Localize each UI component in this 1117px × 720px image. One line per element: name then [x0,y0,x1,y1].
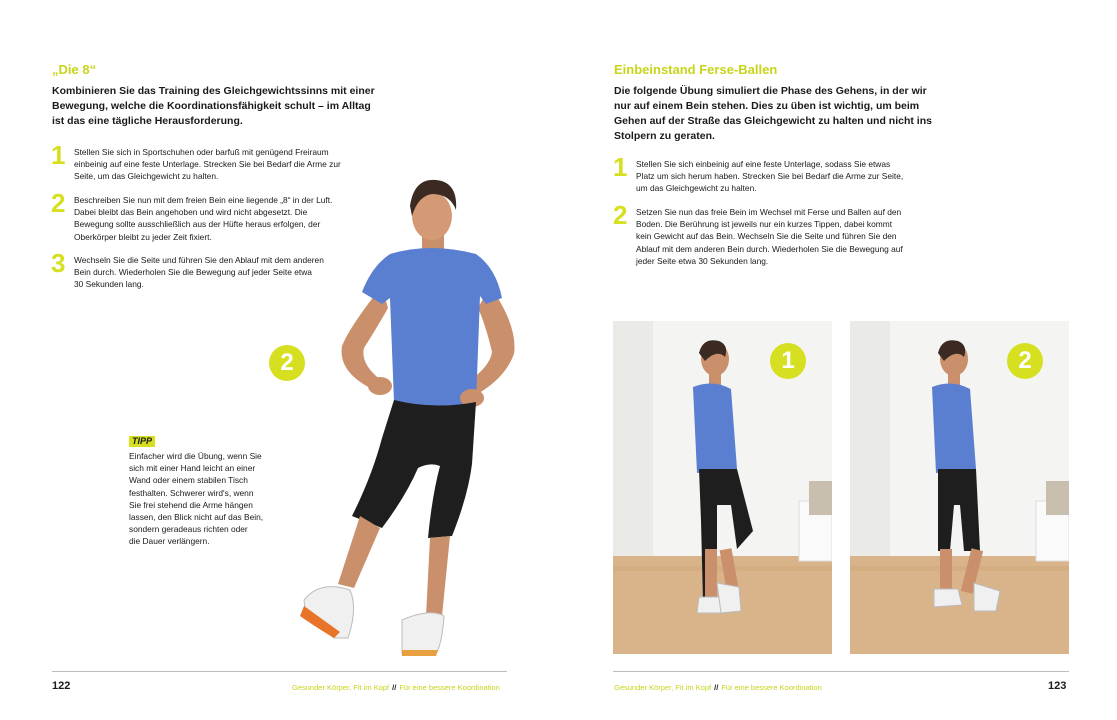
tip-line: lassen, den Blick nicht auf das Bein, [129,512,264,523]
tip-line: sondern geradeaus richten oder [129,524,248,535]
page-number: 122 [52,680,71,692]
intro-line: Gehen auf der Straße das Gleichgewicht zu halten und nicht ins [614,115,932,127]
footer-chapter-title: Für eine bessere Koordination [721,683,822,692]
footer-book-title: Gesunder Körper, Fit im Kopf [614,683,712,692]
exercise-photo-step-2 [850,321,1069,654]
intro-line: Die folgende Übung simuliert die Phase des Gehens, in der wir [614,85,927,97]
step-number: 1 [51,140,66,170]
intro-line: Bewegung, welche die Koordinationsfähigkeit schult – im Alltag [52,100,371,112]
woman-figure-illustration [290,176,530,660]
step-line: Stellen Sie sich einbeinig auf eine feste Unterlage, sodass Sie etwas [636,159,891,169]
step-line: Platz um sich herum haben. Strecken Sie bei Bedarf die Arme zur Seite, [636,171,904,182]
step-text [636,206,903,267]
exercise-photo-step-1 [613,321,832,654]
step-line: Bewegung sollte ausschließlich aus der Hüfte heraus erfolgen, der [74,219,321,230]
step-line: Boden. Die Berührung ist jeweils nur ein kurzes Tippen, dabei kommt [636,219,893,230]
step-line: kein Gewicht auf das Bein. Wechseln Sie die Seite und führen Sie den [636,231,897,242]
step-text [74,254,324,291]
photo-step-badge: 2 [269,345,305,381]
footer-book-title: Gesunder Körper, Fit im Kopf [292,683,390,692]
exercise-photo-figure-8 [290,176,530,660]
tip-box [129,431,289,548]
step-number: 3 [51,248,66,278]
step-line: Seite, um das Gleichgewicht zu halten. [74,171,219,182]
intro-text [52,84,375,129]
left-page [0,0,558,720]
footer-rule [52,671,507,672]
step-line: jeder Seite etwa 30 Sekunden lang. [636,255,769,266]
intro-line: Kombinieren Sie das Training des Gleichgewichtssinns mit einer [52,85,375,97]
intro-line: nur auf einem Bein stehen. Dies zu üben ist wichtig, um beim [614,100,920,112]
tip-line: die Dauer verlängern. [129,536,210,547]
intro-text [614,84,932,144]
step-number: 2 [51,188,66,218]
step-number: 1 [613,152,628,182]
tip-line: Wand oder einem stabilen Tisch [129,475,248,486]
tip-line: sich mit einer Hand leicht an einer [129,463,256,474]
step-line: Dabei bleibt das Bein angehoben und wird nicht abgesetzt. Die [74,207,308,218]
tip-line: Einfacher wird die Übung, wenn Sie [129,451,262,461]
step-text [636,158,903,195]
step-line: Setzen Sie nun das freie Bein im Wechsel mit Ferse und Ballen auf den [636,207,902,217]
page-number: 123 [1048,680,1067,692]
step-line: Wechseln Sie die Seite und führen Sie den Ablauf mit dem anderen [74,255,324,265]
step-line: Beschreiben Sie nun mit dem freien Bein eine liegende „8“ in der Luft. [74,195,333,205]
tip-line: Sie frei stehend die Arme hängen [129,499,253,510]
step-line: Bein durch. Wiederholen Sie die Bewegung auf jeder Seite etwa [74,267,312,278]
step-line: Ablauf mit dem anderen Bein durch. Wiederholen Sie die Bewegung auf [636,243,903,254]
step-line: Stellen Sie sich in Sportschuhen oder barfuß mit genügend Freiraum [74,147,329,157]
photo-step-badge: 2 [1007,343,1043,379]
step-line: um das Gleichgewicht zu halten. [636,183,757,194]
footer-separator: // [392,683,397,692]
running-footer [292,683,500,692]
intro-line: ist das eine tägliche Herausforderung. [52,115,243,127]
footer-chapter-title: Für eine bessere Koordination [399,683,500,692]
step-line: einbeinig auf eine feste Unterlage. Strecken Sie bei Bedarf die Arme zur [74,159,341,170]
section-heading: „Die 8“ [52,62,97,77]
running-footer [614,683,822,692]
footer-separator: // [714,683,719,692]
tip-line: festhalten. Schwerer wird's, wenn [129,487,254,498]
tip-text [129,450,289,548]
photo-step-badge: 1 [770,343,806,379]
step-line: Oberkörper bleibt zu jeder Zeit fixiert. [74,231,212,242]
footer-rule [613,671,1069,672]
step-line: 30 Sekunden lang. [74,279,144,290]
step-number: 2 [613,200,628,230]
right-page [558,0,1117,720]
intro-line: Stolpern zu geraten. [614,130,715,142]
section-heading: Einbeinstand Ferse-Ballen [614,62,778,77]
tip-label: TIPP [129,436,155,447]
